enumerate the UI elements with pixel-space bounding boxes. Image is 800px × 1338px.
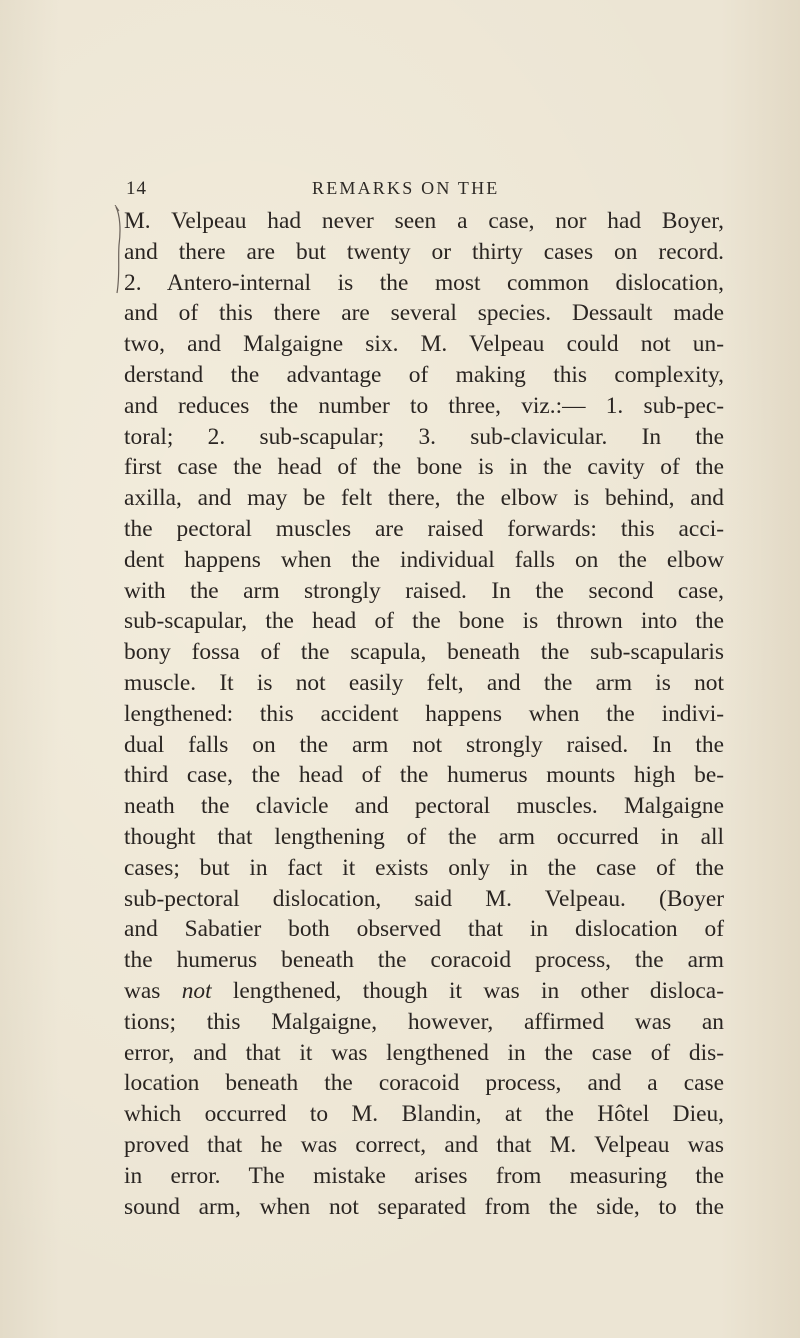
text-line: derstand the advantage of making this complexity, (124, 361, 724, 388)
text-line: dual falls on the arm not strongly raised. In the (124, 731, 724, 758)
text-line: and Sabatier both observed that in dislocation of (124, 916, 724, 943)
page-number: 14 (126, 178, 147, 199)
text-line: and reduces the number to three, viz.:— 1. sub-pec- (124, 392, 724, 419)
text-line: in error. The mistake arises from measuring the (124, 1162, 724, 1189)
text-line: axilla, and may be felt there, the elbow is behind, and (124, 485, 724, 512)
text-line: dent happens when the individual falls on the elbow (124, 546, 724, 573)
text-line: proved that he was correct, and that M. Velpeau was (124, 1131, 724, 1158)
text-line: and there are but twenty or thirty cases on record. (124, 238, 724, 265)
text-line: the humerus beneath the coracoid process, the arm (124, 947, 724, 974)
pencil-margin-mark (114, 205, 124, 295)
text-line: tions; this Malgaigne, however, affirmed was an (124, 1008, 724, 1035)
text-line: and of this there are several species. Dessault made (124, 300, 724, 327)
text-line: cases; but in fact it exists only in the case of the (124, 854, 724, 881)
running-head: REMARKS ON THE (312, 178, 500, 198)
text-line: first case the head of the bone is in the cavity of the (124, 454, 724, 481)
text-line: bony fossa of the scapula, beneath the sub-scapularis (124, 639, 724, 666)
text-line: error, and that it was lengthened in the case of dis- (124, 1039, 724, 1066)
body-text (124, 206, 724, 1222)
text-line: which occurred to M. Blandin, at the Hôtel Dieu, (124, 1101, 724, 1128)
text-line: with the arm strongly raised. In the second case, (124, 577, 724, 604)
text-line: two, and Malgaigne six. M. Velpeau could not un- (124, 331, 724, 358)
text-fragment: lengthened, though it was in other disloca- (211, 977, 724, 1004)
text-line-italic-not (124, 976, 724, 1007)
text-line: third case, the head of the humerus mounts high be- (124, 762, 724, 789)
page-header (0, 178, 800, 200)
text-line: M. Velpeau had never seen a case, nor had Boyer, (124, 208, 724, 234)
text-line: thought that lengthening of the arm occurred in all (124, 823, 724, 850)
text-line: lengthened: this accident happens when the indivi- (124, 700, 724, 727)
text-line: toral; 2. sub-scapular; 3. sub-clavicular. In the (124, 423, 724, 450)
text-fragment: was (124, 977, 182, 1004)
text-line: neath the clavicle and pectoral muscles. Malgaigne (124, 793, 724, 820)
text-line: sub-pectoral dislocation, said M. Velpeau. (Boyer (124, 885, 724, 912)
text-line: location beneath the coracoid process, and a case (124, 1070, 724, 1097)
text-line: muscle. It is not easily felt, and the arm is not (124, 669, 724, 696)
text-line: the pectoral muscles are raised forwards: this acci- (124, 515, 724, 542)
text-line: sound arm, when not separated from the side, to the (124, 1193, 724, 1220)
text-line: 2. Antero-internal is the most common dislocation, (124, 269, 724, 296)
italic-word: not (181, 977, 212, 1004)
text-line: sub-scapular, the head of the bone is thrown into the (124, 608, 724, 635)
